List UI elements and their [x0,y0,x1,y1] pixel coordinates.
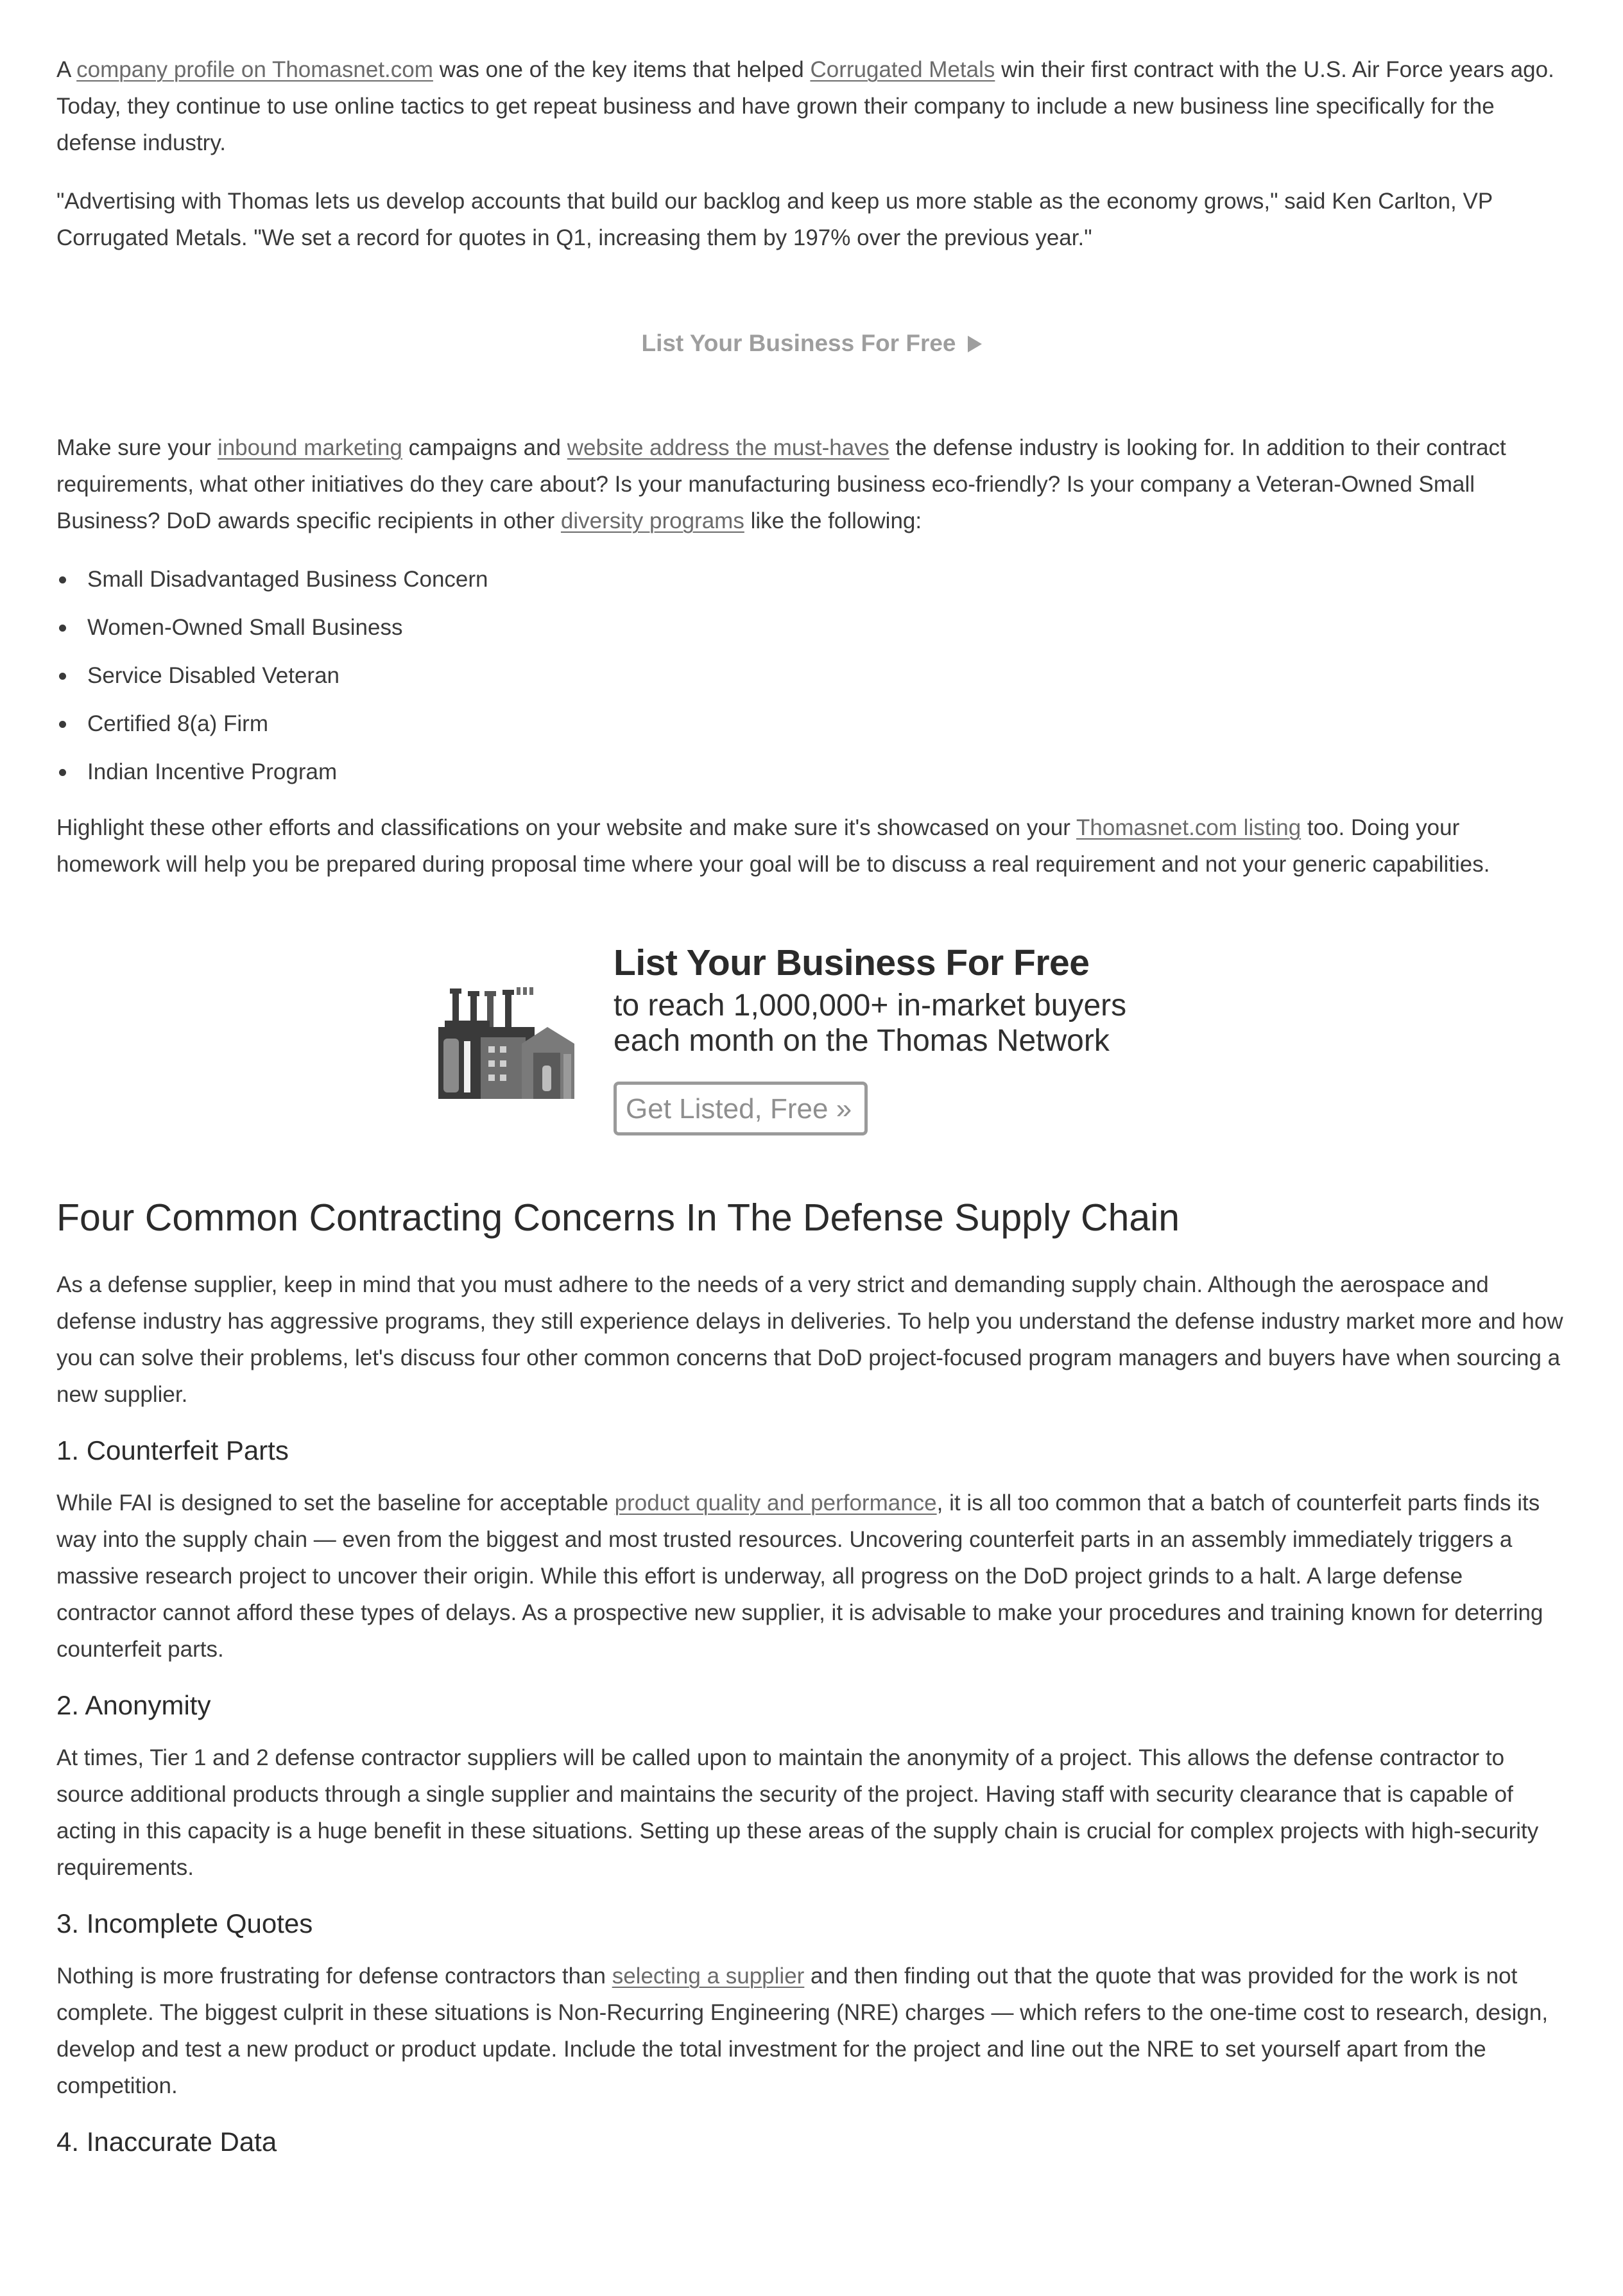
text-run: like the following: [744,508,922,533]
list-item: Small Disadvantaged Business Concern [87,561,1567,598]
banner-text [614,940,1126,1135]
banner-subtitle-line1: to reach 1,000,000+ in-market buyers [614,988,1127,1023]
list-item: Certified 8(a) Firm [87,705,1567,742]
inbound-marketing-link[interactable]: inbound marketing [217,435,402,460]
text-run: Highlight these other efforts and classifications on your website and make sure it's showcased on your [56,815,1077,840]
banner-subtitle-line2: each month on the Thomas Network [614,1024,1110,1058]
list-business-link[interactable] [641,330,981,356]
concern-1-heading: 1. Counterfeit Parts [56,1435,289,1465]
list-business-banner[interactable] [56,940,1567,1152]
section-intro-paragraph: As a defense supplier, keep in mind that you must adhere to the needs of a very strict and demanding supply chain. Although the aerospace and defense industry has aggressive programs, they still experience delays in deliveries. To help you understand the defense industry market more and how you can solve their problems, let's discuss four other common concerns that DoD project-focused program managers and buyers have when sourcing a new supplier. [56,1272,1563,1407]
thomasnet-listing-link[interactable]: Thomasnet.com listing [1076,815,1301,840]
text-run: too. Doing your homework will help you be prepared during proposal time where your goal will be to discuss a real requirement and not your generic capabilities. [56,815,1490,877]
product-quality-link[interactable]: product quality and performance [614,1490,937,1515]
quote-paragraph: "Advertising with Thomas lets us develop accounts that build our backlog and keep us more stable as the economy grows," said Ken Carlton, VP Corrugated Metals. "We set a record for quotes in Q1, increasing them by 197% over the previous year." [56,189,1493,250]
concern-2-paragraph: At times, Tier 1 and 2 defense contractor suppliers will be called upon to maintain the anonymity of a project. This allows the defense contractor to source additional products through a single supplier and maintains the security of the project. Having staff with security clearance that is capable of acting in this capacity is a huge benefit in these situations. Setting up these areas of the supply chain is crucial for complex projects with high-security requirements. [56,1745,1539,1880]
get-listed-button[interactable]: Get Listed, Free » [614,1082,868,1135]
marketing-paragraph [56,429,1567,539]
intro-paragraph [56,51,1567,161]
list-business-cta [56,328,1567,359]
banner-title: List Your Business For Free [614,942,1090,983]
text-run: Nothing is more frustrating for defense contractors than [56,1964,612,1989]
factory-icon [438,982,574,1099]
text-run: campaigns and [402,435,567,460]
text-run: the defense industry is looking for. In addition to their contract requirements, what other initiatives do they care about? Is your manufacturing business eco-friendly? Is your company a Veteran-Owned Small Business? DoD awards specific recipients in other [56,435,1506,533]
cta-label: List Your Business For Free [641,330,956,356]
list-item: Service Disabled Veteran [87,657,1567,694]
selecting-supplier-link[interactable]: selecting a supplier [612,1964,805,1989]
text-run: A [56,57,77,82]
text-run: win their first contract with the U.S. Air Force years ago. Today, they continue to use online tactics to get repeat business and have grown their company to include a new business line specifically for the defense industry. [56,57,1554,155]
concern-2-heading: 2. Anonymity [56,1690,211,1720]
diversity-programs-list [56,561,1567,790]
concern-3-heading: 3. Incomplete Quotes [56,1908,313,1938]
section-heading: Four Common Contracting Concerns In The Defense Supply Chain [56,1196,1180,1239]
text-run: , it is all too common that a batch of counterfeit parts finds its way into the supply chain — even from the biggest and most trusted resources. Uncovering counterfeit parts in an assembly immediately triggers a massive research project to uncover their origin. While this effort is underway, all progress on the DoD project grinds to a halt. A large defense contractor cannot afford these types of delays. As a prospective new supplier, it is advisable to make your procedures and training known for deterring counterfeit parts. [56,1490,1543,1662]
company-profile-link[interactable]: company profile on Thomasnet.com [76,57,433,82]
text-run: While FAI is designed to set the baseline for acceptable [56,1490,615,1515]
list-item: Women-Owned Small Business [87,609,1567,646]
website-must-haves-link[interactable]: website address the must-haves [567,435,889,460]
highlight-paragraph [56,809,1567,883]
concern-4-heading: 4. Inaccurate Data [56,2127,277,2157]
text-run: and then finding out that the quote that was provided for the work is not complete. The biggest culprit in these situations is Non-Recurring Engineering (NRE) charges — which refers to the one-time cost to research, design, develop and test a new product or product update. Include the total investment for the project and line out the NRE to set yourself apart from the competition. [56,1964,1549,2098]
play-arrow-icon [968,336,982,352]
concern-3-paragraph [56,1958,1567,2104]
text-run: was one of the key items that helped [433,57,811,82]
concern-1-paragraph [56,1485,1567,1668]
corrugated-metals-link[interactable]: Corrugated Metals [810,57,995,82]
text-run: Make sure your [56,435,218,460]
list-item: Indian Incentive Program [87,754,1567,790]
diversity-programs-link[interactable]: diversity programs [560,508,744,533]
